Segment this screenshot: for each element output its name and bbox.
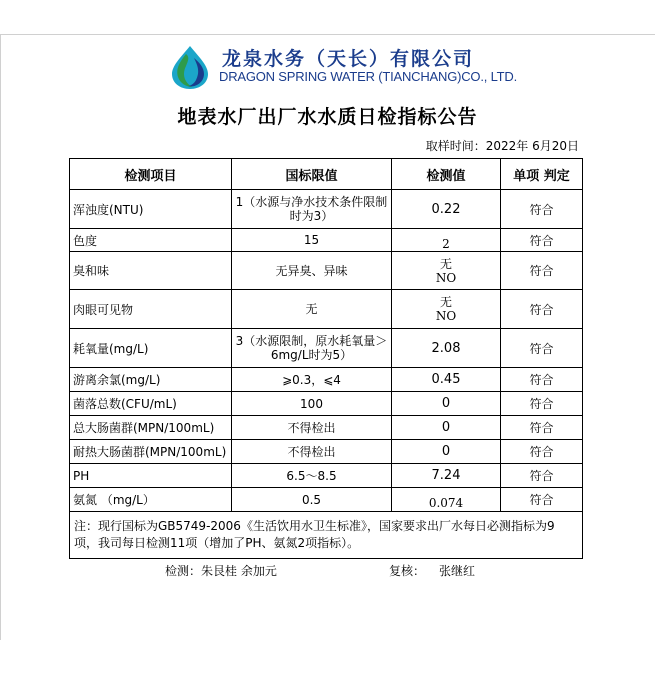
row-item: 臭和味: [70, 252, 232, 290]
row-item: 色度: [70, 229, 232, 252]
reviewer-signature: [389, 562, 475, 579]
company-name-cn: 龙泉水务（天长）有限公司: [222, 48, 475, 70]
table-row: [70, 290, 583, 329]
inspector-names: 朱艮桂 余加元: [201, 564, 277, 578]
row-judge: 符合: [501, 368, 583, 392]
row-limit: 不得检出: [232, 440, 392, 464]
sample-date-value: 2022年 6月20日: [485, 139, 579, 153]
reviewer-label: 复核：: [389, 564, 426, 578]
row-judge: 符合: [501, 440, 583, 464]
row-limit: 无异臭、异味: [232, 252, 392, 290]
table-row: [70, 368, 583, 392]
inspector-label: 检测：: [165, 564, 202, 578]
inspector-signature: [165, 562, 277, 579]
header-judge: 单项 判定: [501, 159, 583, 190]
row-value: 2.08: [392, 329, 501, 368]
row-judge: 符合: [501, 252, 583, 290]
row-judge: 符合: [501, 488, 583, 512]
row-limit: 1（水源与净水技术条件限制时为3）: [232, 190, 392, 229]
row-value-line1: 无: [439, 295, 452, 309]
row-value-text: 2: [442, 236, 450, 251]
row-limit: 不得检出: [232, 416, 392, 440]
row-item: 耐热大肠菌群(MPN/100mL): [70, 440, 232, 464]
header-limit: 国标限值: [232, 159, 392, 190]
table-note-row: [70, 512, 583, 559]
table-row: [70, 440, 583, 464]
row-value-line2: NO: [435, 270, 457, 285]
row-value-text: 0.074: [428, 496, 464, 510]
row-judge: 符合: [501, 464, 583, 488]
row-value: [392, 488, 501, 512]
row-value: [392, 229, 501, 252]
row-item: 肉眼可见物: [70, 290, 232, 329]
row-judge: 符合: [501, 290, 583, 329]
row-value: 0: [392, 392, 501, 416]
row-item: 耗氧量(mg/L): [70, 329, 232, 368]
row-item: PH: [70, 464, 232, 488]
row-limit: ⩾0.3，⩽4: [232, 368, 392, 392]
table-row: [70, 488, 583, 512]
row-judge: 符合: [501, 190, 583, 229]
sample-date: [426, 137, 579, 154]
row-limit: 100: [232, 392, 392, 416]
top-border-line: [0, 34, 655, 35]
row-limit: 15: [232, 229, 392, 252]
table-row: [70, 229, 583, 252]
table-note: 注：现行国标为GB5749-2006《生活饮用水卫生标准》，国家要求出厂水每日必测指标为9项，我司每日检测11项（增加了PH、氨氮2项指标）。: [70, 512, 583, 559]
row-limit: 无: [232, 290, 392, 329]
row-judge: 符合: [501, 416, 583, 440]
row-value: [392, 252, 501, 290]
header-item: 检测项目: [70, 159, 232, 190]
water-drop-logo-icon: [166, 44, 214, 90]
row-judge: 符合: [501, 229, 583, 252]
row-item: 氨氮 （mg/L）: [70, 488, 232, 512]
company-name-en: DRAGON SPRING WATER (TIANCHANG)CO., LTD.: [219, 69, 517, 84]
row-limit: 3（水源限制，原水耗氧量＞6mg/L时为5）: [232, 329, 392, 368]
page-title: 地表水厂出厂水水质日检指标公告: [177, 106, 478, 128]
table-row: [70, 252, 583, 290]
table-row: [70, 392, 583, 416]
row-value: 0.22: [392, 190, 501, 229]
row-item: 总大肠菌群(MPN/100mL): [70, 416, 232, 440]
row-item: 菌落总数(CFU/mL): [70, 392, 232, 416]
table-header-row: [70, 159, 583, 190]
water-quality-table: [69, 158, 583, 559]
table-row: [70, 329, 583, 368]
row-item: 浑浊度(NTU): [70, 190, 232, 229]
row-value: [392, 290, 501, 329]
row-judge: 符合: [501, 392, 583, 416]
row-value: 0.45: [392, 368, 501, 392]
reviewer-name: 张继红: [439, 564, 476, 578]
row-value: 0: [392, 440, 501, 464]
row-judge: 符合: [501, 329, 583, 368]
company-logo: [166, 42, 517, 92]
sample-date-label: 取样时间：: [425, 139, 486, 153]
table-row: [70, 464, 583, 488]
row-value-line1: 无: [439, 256, 452, 271]
table-row: [70, 416, 583, 440]
row-limit: 6.5～8.5: [232, 464, 392, 488]
row-limit: 0.5: [232, 488, 392, 512]
table-row: [70, 190, 583, 229]
row-value-line2: NO: [435, 309, 457, 323]
row-item: 游离余氯(mg/L): [70, 368, 232, 392]
row-value: 0: [392, 416, 501, 440]
row-value: 7.24: [392, 464, 501, 488]
header-value: 检测值: [392, 159, 501, 190]
